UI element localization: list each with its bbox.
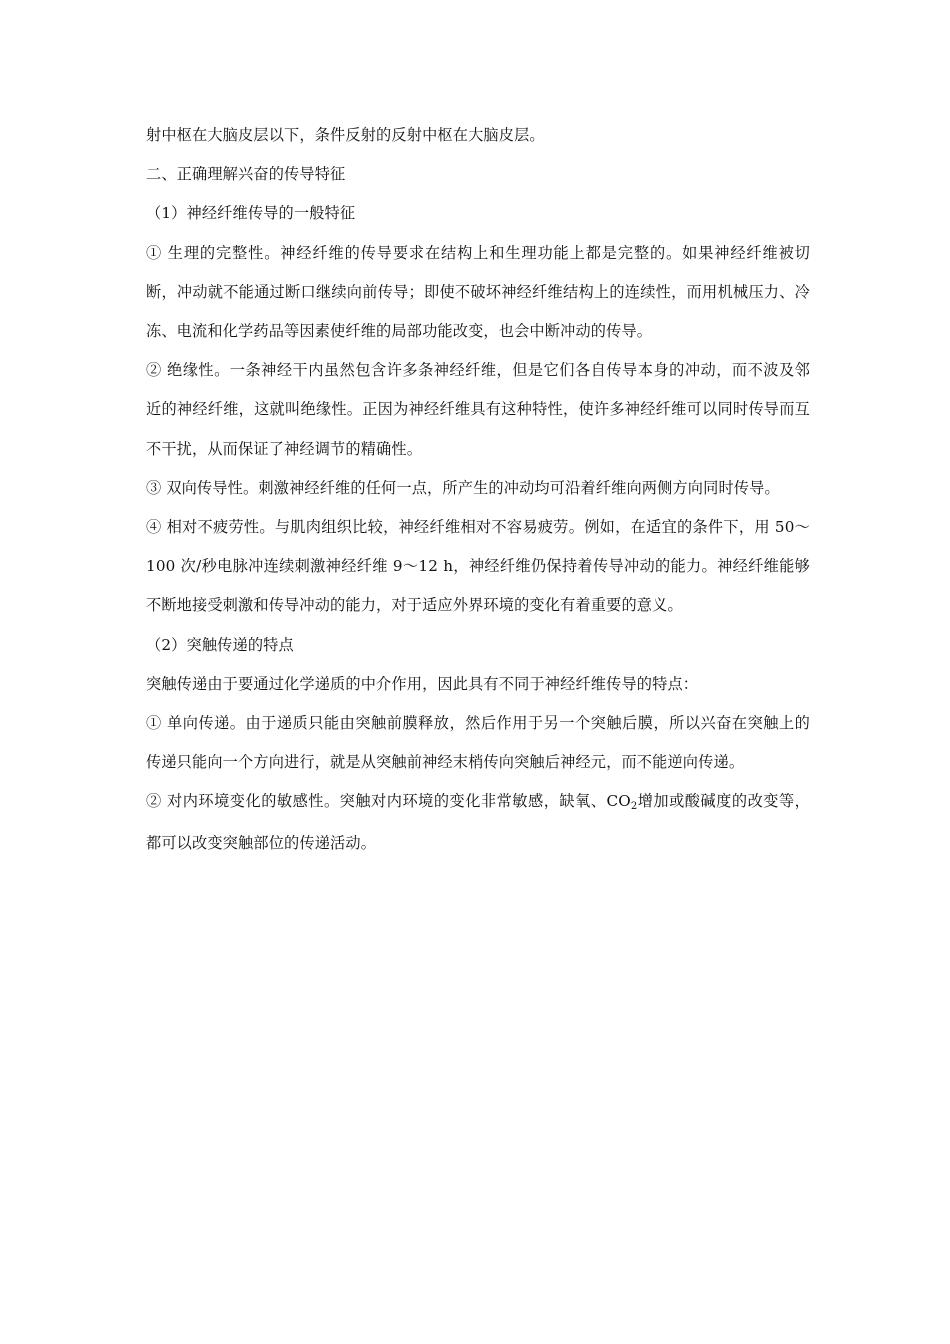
paragraph-unidirectional-transmission: ① 单向传递。由于递质只能由突触前膜释放，然后作用于另一个突触后膜，所以兴奋在突触上的传递只能向一个方向进行，就是从突触前神经末梢传向突触后神经元，而不能逆向传递。 [146, 714, 810, 772]
subheading-synaptic-transmission: （2）突触传递的特点 [146, 635, 294, 654]
paragraph-bidirectional-conduction: ③ 双向传导性。刺激神经纤维的任何一点，所产生的冲动均可沿着纤维向两侧方向同时传导。 [146, 478, 780, 497]
co2-subscript: 2 [630, 801, 638, 813]
paragraph-continuation: 射中枢在大脑皮层以下，条件反射的反射中枢在大脑皮层。 [146, 126, 545, 144]
sensitivity-text-after: 增加或酸碱度的改变等，都可以改变突触部位的传递活动。 [146, 792, 810, 852]
subheading-nerve-fiber-conduction: （1）神经纤维传导的一般特征 [146, 204, 356, 223]
section-heading-excitation-conduction: 二、正确理解兴奋的传导特征 [146, 165, 346, 184]
paragraph-relative-indefatigability: ④ 相对不疲劳性。与肌肉组织比较，神经纤维相对不容易疲劳。例如，在适宜的条件下，用 50～100 次/秒电脉冲连续刺激神经纤维 9～12 h，神经纤维仍保持着传导冲动的能力。神经纤维能够不断地接受刺激和传导冲动的能力，对于适应外界环境的变化有着重要的意义。 [146, 518, 810, 615]
paragraph-insulation: ② 绝缘性。一条神经干内虽然包含许多条神经纤维，但是它们各自传导本身的冲动，而不波及邻近的神经纤维，这就叫绝缘性。正因为神经纤维具有这种特性，使许多神经纤维可以同时传导而互不干扰，从而保证了神经调节的精确性。 [146, 361, 810, 458]
sensitivity-text-before: ② 对内环境变化的敏感性。突触对内环境的变化非常敏感，缺氧、CO [146, 792, 631, 811]
document-body [146, 116, 810, 863]
paragraph-environment-sensitivity [146, 782, 810, 862]
paragraph-synaptic-intro: 突触传递由于要通过化学递质的中介作用，因此具有不同于神经纤维传导的特点： [146, 674, 699, 693]
paragraph-physiological-integrity: ① 生理的完整性。神经纤维的传导要求在结构上和生理功能上都是完整的。如果神经纤维被切断，冲动就不能通过断口继续向前传导；即使不破坏神经纤维结构上的连续性，而用机械压力、冷冻、电流和化学药品等因素使纤维的局部功能改变，也会中断冲动的传导。 [146, 243, 810, 341]
